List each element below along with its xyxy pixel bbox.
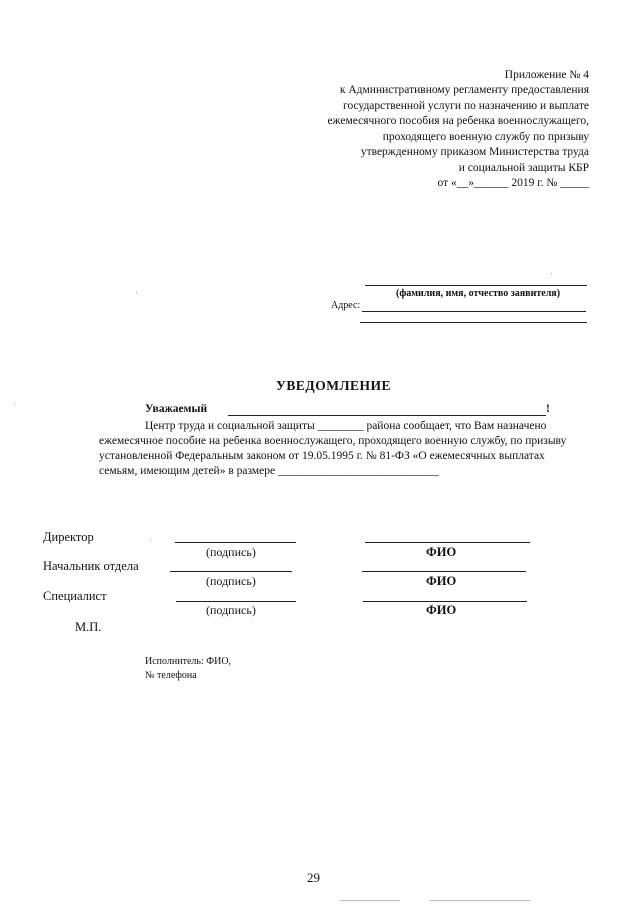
greeting: Уважаемый bbox=[145, 403, 208, 415]
notice-line-1: Центр труда и социальной защиты ________ района сообщает, что Вам назначено bbox=[145, 420, 547, 432]
signature-role-director: Директор bbox=[43, 530, 94, 544]
scan-edge-mark bbox=[430, 900, 530, 901]
executor-line-2: № телефона bbox=[145, 670, 197, 681]
notice-line-3: установленной Федеральным законом от 19.05.1995 г. № 81-ФЗ «О ежемесячных выплатах bbox=[99, 450, 545, 462]
signature-caption-director: (подпись) bbox=[206, 545, 256, 559]
address-line-2 bbox=[360, 322, 587, 323]
addressee-line bbox=[228, 415, 546, 416]
signature-line-specialist bbox=[176, 601, 296, 602]
scan-speck bbox=[136, 292, 137, 293]
signature-line-director bbox=[175, 542, 296, 543]
name-caption-department-head: ФИО bbox=[426, 574, 457, 588]
notice-line-2: ежемесячное пособие на ребенка военнослужащего, проходящего военную службу, по призыву bbox=[99, 435, 567, 447]
name-line-specialist bbox=[363, 601, 527, 602]
signature-line-department-head bbox=[170, 571, 292, 572]
applicant-name-caption: (фамилия, имя, отчество заявителя) bbox=[396, 288, 561, 299]
appendix-line-6: утвержденному приказом Министерства труда bbox=[360, 146, 589, 158]
scan-edge-mark bbox=[340, 900, 400, 901]
stamp-label: М.П. bbox=[75, 620, 102, 634]
signature-caption-department-head: (подпись) bbox=[206, 574, 256, 588]
executor-line-1: Исполнитель: ФИО, bbox=[145, 656, 232, 667]
signature-role-specialist: Специалист bbox=[43, 589, 107, 603]
signature-caption-specialist: (подпись) bbox=[206, 603, 256, 617]
address-label: Адрес: bbox=[331, 300, 361, 311]
name-line-department-head bbox=[362, 571, 526, 572]
name-caption-specialist: ФИО bbox=[426, 603, 457, 617]
name-caption-director: ФИО bbox=[426, 545, 457, 559]
appendix-line-1: Приложение № 4 bbox=[504, 69, 589, 81]
page-number: 29 bbox=[307, 870, 320, 885]
scan-speck bbox=[14, 403, 15, 404]
notice-title: УВЕДОМЛЕНИЕ bbox=[276, 378, 392, 393]
appendix-line-8: от «__»______ 2019 г. № _____ bbox=[437, 177, 589, 189]
applicant-name-line bbox=[365, 285, 587, 286]
scan-speck bbox=[551, 273, 552, 274]
name-line-director bbox=[365, 542, 530, 543]
appendix-line-5: проходящего военную службу по призыву bbox=[382, 131, 589, 143]
notice-line-4: семьям, имеющим детей» в размере ____________________________ bbox=[99, 465, 439, 477]
appendix-line-4: ежемесячного пособия на ребенка военнослужащего, bbox=[327, 115, 589, 127]
appendix-line-3: государственной услуги по назначению и выплате bbox=[343, 100, 589, 112]
greeting-exclamation: ! bbox=[546, 403, 550, 415]
appendix-line-2: к Административному регламенту предоставления bbox=[339, 84, 589, 96]
appendix-line-7: и социальной защиты КБР bbox=[458, 162, 589, 174]
scan-speck bbox=[150, 540, 151, 541]
address-line-1 bbox=[362, 311, 586, 312]
signature-role-department-head: Начальник отдела bbox=[43, 559, 139, 573]
